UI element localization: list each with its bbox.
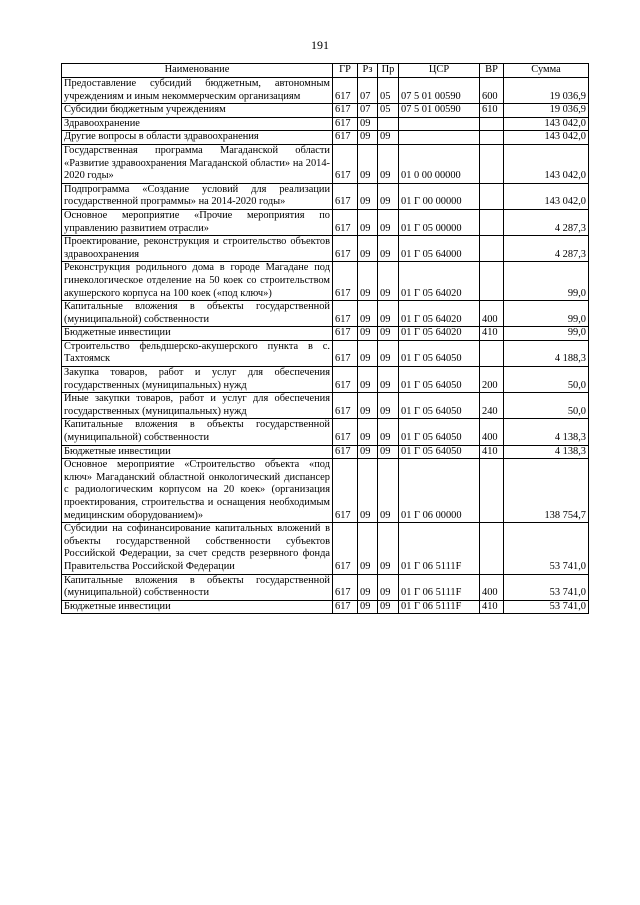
row-csr-cell: 01 Г 05 64020	[399, 262, 480, 301]
row-csr-cell: 01 Г 06 5111F	[399, 523, 480, 574]
header-name: Наименование	[62, 64, 333, 78]
row-pr-cell: 09	[378, 393, 399, 419]
row-vr-cell: 610	[480, 104, 504, 118]
budget-table	[61, 63, 589, 614]
row-name-cell: Подпрограмма «Создание условий для реализации государственной программы» на 2014-2020 годы»	[62, 183, 333, 209]
row-gr-cell: 617	[333, 600, 358, 614]
row-gr-cell: 617	[333, 523, 358, 574]
row-sum-cell: 143 042,0	[504, 144, 589, 183]
row-gr-cell: 617	[333, 104, 358, 118]
row-vr-cell: 400	[480, 419, 504, 445]
table-row	[62, 104, 589, 118]
row-pr-cell: 09	[378, 600, 399, 614]
row-csr-cell: 01 Г 05 64050	[399, 445, 480, 459]
table-row	[62, 117, 589, 131]
row-pr-cell: 09	[378, 445, 399, 459]
row-vr-cell	[480, 523, 504, 574]
row-csr-cell: 01 Г 05 64050	[399, 419, 480, 445]
row-rz-cell: 09	[358, 262, 378, 301]
row-sum-cell: 4 287,3	[504, 209, 589, 235]
row-gr-cell: 617	[333, 236, 358, 262]
table-header	[62, 64, 589, 78]
table-row	[62, 393, 589, 419]
table-row	[62, 262, 589, 301]
row-rz-cell: 09	[358, 236, 378, 262]
row-rz-cell: 07	[358, 78, 378, 104]
table-row	[62, 600, 589, 614]
row-sum-cell: 143 042,0	[504, 131, 589, 145]
page-number: 191	[311, 38, 329, 52]
row-vr-cell: 240	[480, 393, 504, 419]
table-row	[62, 459, 589, 523]
row-csr-cell: 01 Г 06 5111F	[399, 574, 480, 600]
row-name-cell: Предоставление субсидий бюджетным, автономным учреждениям и иным некоммерческим организациям	[62, 78, 333, 104]
row-name-cell: Строительство фельдшерско-акушерского пункта в с. Тахтоямск	[62, 340, 333, 366]
row-pr-cell: 09	[378, 419, 399, 445]
row-rz-cell: 09	[358, 209, 378, 235]
row-vr-cell: 410	[480, 600, 504, 614]
row-sum-cell: 99,0	[504, 327, 589, 341]
table-row	[62, 327, 589, 341]
row-name-cell: Реконструкция родильного дома в городе Магадане под гинекологическое отделение на 50 коек со строительством акушерского корпуса на 100 коек («под ключ»)	[62, 262, 333, 301]
table-row	[62, 301, 589, 327]
table-row	[62, 78, 589, 104]
row-name-cell: Субсидии на софинансирование капитальных вложений в объекты государственной собственности субъектов Российской Федерации, за счет средств резервного фонда Правительства Российской Федерации	[62, 523, 333, 574]
row-vr-cell: 410	[480, 327, 504, 341]
row-sum-cell: 4 188,3	[504, 340, 589, 366]
table-row	[62, 340, 589, 366]
row-pr-cell: 09	[378, 262, 399, 301]
row-sum-cell: 19 036,9	[504, 78, 589, 104]
row-pr-cell: 09	[378, 209, 399, 235]
row-csr-cell	[399, 117, 480, 131]
row-csr-cell: 01 Г 05 64050	[399, 367, 480, 393]
row-csr-cell: 01 0 00 00000	[399, 144, 480, 183]
header-sum: Сумма	[504, 64, 589, 78]
row-vr-cell: 400	[480, 574, 504, 600]
table-row	[62, 183, 589, 209]
row-name-cell: Государственная программа Магаданской области «Развитие здравоохранения Магаданской области» на 2014-2020 годы»	[62, 144, 333, 183]
row-rz-cell: 09	[358, 459, 378, 523]
table-row	[62, 209, 589, 235]
row-gr-cell: 617	[333, 144, 358, 183]
row-vr-cell	[480, 340, 504, 366]
row-pr-cell: 05	[378, 104, 399, 118]
row-sum-cell: 53 741,0	[504, 523, 589, 574]
table-row	[62, 131, 589, 145]
row-sum-cell: 53 741,0	[504, 574, 589, 600]
row-gr-cell: 617	[333, 574, 358, 600]
row-sum-cell: 19 036,9	[504, 104, 589, 118]
row-gr-cell: 617	[333, 209, 358, 235]
row-csr-cell: 07 5 01 00590	[399, 78, 480, 104]
row-sum-cell: 4 138,3	[504, 445, 589, 459]
row-gr-cell: 617	[333, 262, 358, 301]
row-name-cell: Здравоохранение	[62, 117, 333, 131]
row-pr-cell: 09	[378, 459, 399, 523]
table-row	[62, 236, 589, 262]
row-csr-cell	[399, 131, 480, 145]
row-gr-cell: 617	[333, 393, 358, 419]
row-name-cell: Иные закупки товаров, работ и услуг для обеспечения государственных (муниципальных) нужд	[62, 393, 333, 419]
row-sum-cell: 50,0	[504, 393, 589, 419]
row-rz-cell: 07	[358, 104, 378, 118]
row-pr-cell: 05	[378, 78, 399, 104]
table-row	[62, 419, 589, 445]
row-pr-cell: 09	[378, 301, 399, 327]
row-pr-cell: 09	[378, 144, 399, 183]
row-rz-cell: 09	[358, 183, 378, 209]
row-sum-cell: 138 754,7	[504, 459, 589, 523]
row-name-cell: Закупка товаров, работ и услуг для обеспечения государственных (муниципальных) нужд	[62, 367, 333, 393]
header-rz: Рз	[358, 64, 378, 78]
row-rz-cell: 09	[358, 301, 378, 327]
row-pr-cell: 09	[378, 236, 399, 262]
row-vr-cell: 400	[480, 301, 504, 327]
row-name-cell: Бюджетные инвестиции	[62, 600, 333, 614]
row-pr-cell: 09	[378, 131, 399, 145]
row-sum-cell: 99,0	[504, 262, 589, 301]
row-name-cell: Основное мероприятие «Прочие мероприятия по управлению развитием отрасли»	[62, 209, 333, 235]
row-vr-cell	[480, 144, 504, 183]
row-pr-cell: 09	[378, 523, 399, 574]
row-name-cell: Основное мероприятие «Строительство объекта «под ключ» Магаданский областной онкологический диспансер с радиологическим корпусом на 20 коек» (организация проектирования, строительства и оснащения необходимым медицинским оборудованием)»	[62, 459, 333, 523]
row-vr-cell	[480, 262, 504, 301]
row-sum-cell: 53 741,0	[504, 600, 589, 614]
row-rz-cell: 09	[358, 523, 378, 574]
header-pr: Пр	[378, 64, 399, 78]
row-gr-cell: 617	[333, 131, 358, 145]
row-name-cell: Капитальные вложения в объекты государственной (муниципальной) собственности	[62, 574, 333, 600]
row-csr-cell: 01 Г 05 64050	[399, 340, 480, 366]
table-row	[62, 523, 589, 574]
row-csr-cell: 07 5 01 00590	[399, 104, 480, 118]
row-rz-cell: 09	[358, 117, 378, 131]
row-rz-cell: 09	[358, 393, 378, 419]
table-body	[62, 78, 589, 614]
row-rz-cell: 09	[358, 445, 378, 459]
row-gr-cell: 617	[333, 367, 358, 393]
row-sum-cell: 4 287,3	[504, 236, 589, 262]
row-rz-cell: 09	[358, 367, 378, 393]
row-name-cell: Проектирование, реконструкция и строительство объектов здравоохранения	[62, 236, 333, 262]
row-gr-cell: 617	[333, 183, 358, 209]
row-rz-cell: 09	[358, 574, 378, 600]
row-gr-cell: 617	[333, 301, 358, 327]
row-csr-cell: 01 Г 06 5111F	[399, 600, 480, 614]
row-rz-cell: 09	[358, 327, 378, 341]
row-csr-cell: 01 Г 05 64000	[399, 236, 480, 262]
row-sum-cell: 4 138,3	[504, 419, 589, 445]
row-gr-cell: 617	[333, 459, 358, 523]
header-row	[62, 64, 589, 78]
row-vr-cell	[480, 459, 504, 523]
table-row	[62, 574, 589, 600]
row-rz-cell: 09	[358, 144, 378, 183]
row-csr-cell: 01 Г 05 64050	[399, 393, 480, 419]
row-sum-cell: 50,0	[504, 367, 589, 393]
row-csr-cell: 01 Г 05 64020	[399, 327, 480, 341]
row-name-cell: Капитальные вложения в объекты государственной (муниципальной) собственности	[62, 301, 333, 327]
row-sum-cell: 143 042,0	[504, 183, 589, 209]
row-sum-cell: 99,0	[504, 301, 589, 327]
row-gr-cell: 617	[333, 78, 358, 104]
header-csr: ЦСР	[399, 64, 480, 78]
row-csr-cell: 01 Г 06 00000	[399, 459, 480, 523]
row-vr-cell	[480, 209, 504, 235]
row-rz-cell: 09	[358, 131, 378, 145]
row-vr-cell: 200	[480, 367, 504, 393]
row-pr-cell: 09	[378, 340, 399, 366]
row-csr-cell: 01 Г 00 00000	[399, 183, 480, 209]
row-name-cell: Другие вопросы в области здравоохранения	[62, 131, 333, 145]
header-gr: ГР	[333, 64, 358, 78]
row-gr-cell: 617	[333, 340, 358, 366]
row-name-cell: Бюджетные инвестиции	[62, 327, 333, 341]
row-sum-cell: 143 042,0	[504, 117, 589, 131]
row-vr-cell	[480, 131, 504, 145]
row-gr-cell: 617	[333, 117, 358, 131]
row-vr-cell	[480, 183, 504, 209]
row-vr-cell: 410	[480, 445, 504, 459]
row-vr-cell	[480, 117, 504, 131]
table-row	[62, 367, 589, 393]
row-csr-cell: 01 Г 05 00000	[399, 209, 480, 235]
row-vr-cell	[480, 236, 504, 262]
row-pr-cell: 09	[378, 574, 399, 600]
row-name-cell: Капитальные вложения в объекты государственной (муниципальной) собственности	[62, 419, 333, 445]
header-vr: ВР	[480, 64, 504, 78]
row-pr-cell: 09	[378, 327, 399, 341]
row-gr-cell: 617	[333, 327, 358, 341]
row-rz-cell: 09	[358, 600, 378, 614]
row-pr-cell: 09	[378, 183, 399, 209]
table-row	[62, 144, 589, 183]
row-gr-cell: 617	[333, 445, 358, 459]
table-row	[62, 445, 589, 459]
row-rz-cell: 09	[358, 340, 378, 366]
row-name-cell: Бюджетные инвестиции	[62, 445, 333, 459]
row-vr-cell: 600	[480, 78, 504, 104]
row-name-cell: Субсидии бюджетным учреждениям	[62, 104, 333, 118]
row-rz-cell: 09	[358, 419, 378, 445]
row-csr-cell: 01 Г 05 64020	[399, 301, 480, 327]
row-gr-cell: 617	[333, 419, 358, 445]
row-pr-cell	[378, 117, 399, 131]
row-pr-cell: 09	[378, 367, 399, 393]
